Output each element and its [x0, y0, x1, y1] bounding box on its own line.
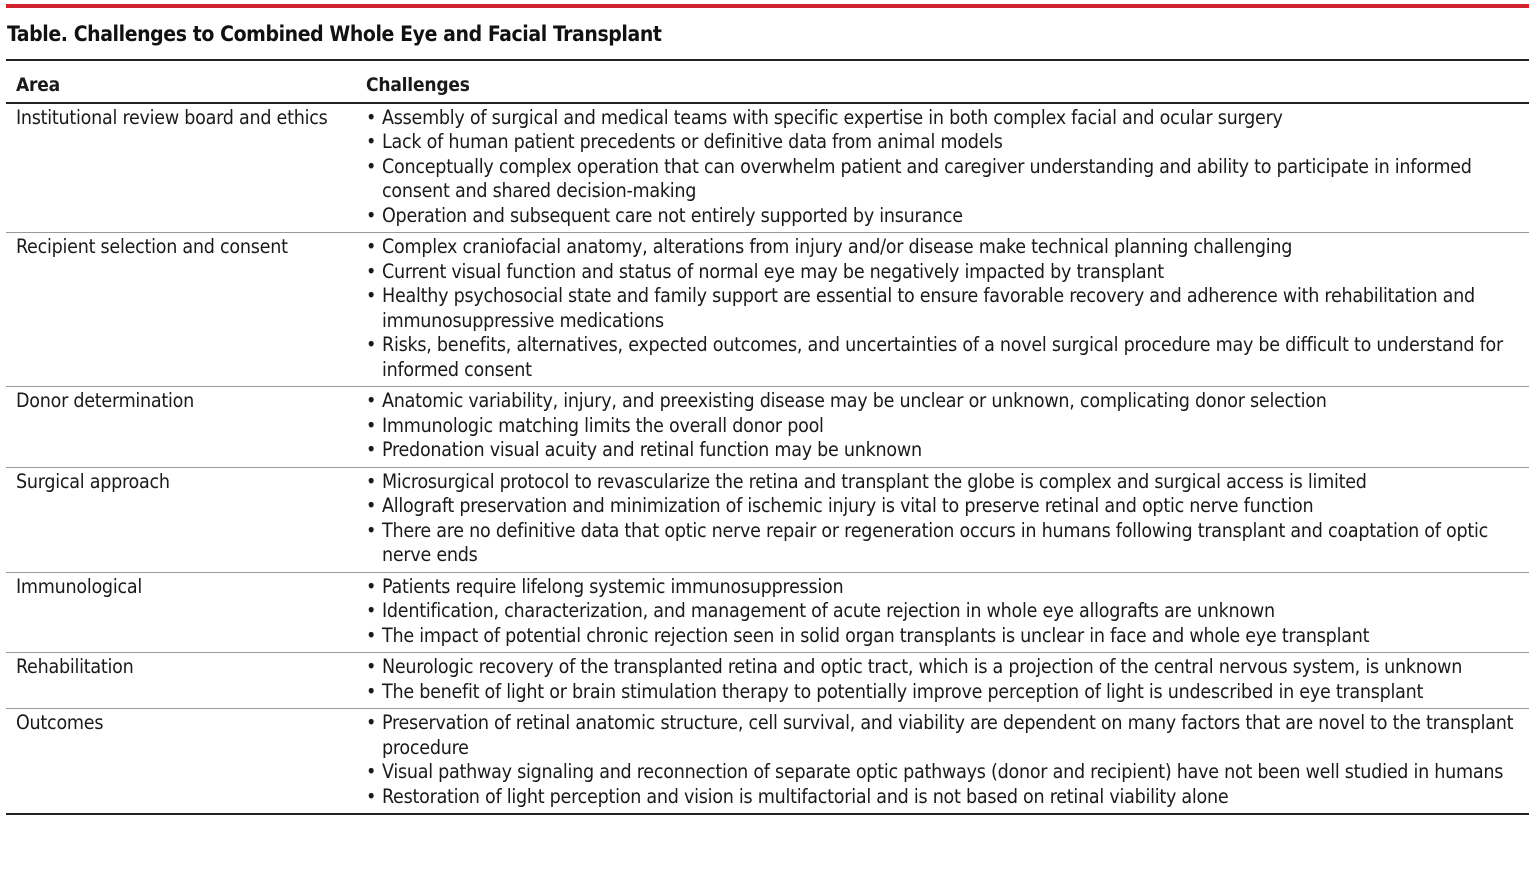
challenge-item: • Restoration of light perception and vision is multifactorial and is not based on retinal viability alone	[366, 785, 1529, 810]
area-cell: Outcomes	[16, 711, 104, 734]
area-cell: Immunological	[16, 574, 142, 598]
challenge-item: • Healthy psychosocial state and family support are essential to ensure favorable recovery and adherence with rehabilitation and immunosuppressive medications	[366, 284, 1529, 333]
challenge-item: • Risks, benefits, alternatives, expected outcomes, and uncertainties of a novel surgical procedure may be difficult to understand for informed consent	[366, 333, 1529, 382]
accent-bar	[6, 4, 1529, 8]
challenge-list	[366, 711, 1529, 809]
challenge-list	[366, 575, 1529, 649]
challenge-list	[366, 655, 1529, 704]
table-figure	[6, 4, 1529, 815]
challenge-list	[366, 235, 1529, 382]
challenge-list	[366, 389, 1529, 463]
area-cell: Surgical approach	[16, 469, 170, 493]
challenge-list	[366, 106, 1529, 229]
challenge-item: • There are no definitive data that optic nerve repair or regeneration occurs in humans following transplant and coaptation of optic nerve ends	[366, 519, 1529, 568]
table-row	[6, 103, 1529, 233]
table-row	[6, 467, 1529, 572]
challenge-item: • Complex craniofacial anatomy, alterations from injury and/or disease make technical planning challenging	[366, 235, 1529, 260]
challenge-item: • Identification, characterization, and management of acute rejection in whole eye allografts are unknown	[366, 599, 1529, 624]
challenge-item: • Assembly of surgical and medical teams with specific expertise in both complex facial and ocular surgery	[366, 106, 1529, 131]
challenge-item: • Visual pathway signaling and reconnection of separate optic pathways (donor and recipient) have not been well studied in humans	[366, 760, 1529, 785]
challenge-item: • Current visual function and status of normal eye may be negatively impacted by transplant	[366, 260, 1529, 285]
challenge-item: • The impact of potential chronic rejection seen in solid organ transplants is unclear in face and whole eye transplant	[366, 624, 1529, 649]
challenge-list	[366, 470, 1529, 568]
challenge-item: • Immunologic matching limits the overall donor pool	[366, 414, 1529, 439]
challenge-item: • Microsurgical protocol to revascularize the retina and transplant the globe is complex and surgical access is limited	[366, 470, 1529, 495]
challenge-item: • Allograft preservation and minimization of ischemic injury is vital to preserve retinal and optic nerve function	[366, 494, 1529, 519]
table-row	[6, 233, 1529, 387]
challenge-item: • Lack of human patient precedents or definitive data from animal models	[366, 130, 1529, 155]
challenges-cell	[366, 103, 1529, 233]
header-challenges: Challenges	[366, 61, 1529, 103]
challenge-item: • Preservation of retinal anatomic structure, cell survival, and viability are dependent on many factors that are novel to the transplant procedure	[366, 711, 1529, 760]
challenges-cell	[366, 572, 1529, 653]
challenges-cell	[366, 233, 1529, 387]
table-row	[6, 653, 1529, 709]
challenges-cell	[366, 653, 1529, 709]
area-cell: Donor determination	[16, 389, 195, 412]
table-title: Table. Challenges to Combined Whole Eye and Facial Transplant	[7, 22, 662, 46]
challenges-cell	[366, 467, 1529, 572]
challenge-item: • Neurologic recovery of the transplanted retina and optic tract, which is a projection of the central nervous system, is unknown	[366, 655, 1529, 680]
challenge-item: • Anatomic variability, injury, and preexisting disease may be unclear or unknown, complicating donor selection	[366, 389, 1529, 414]
challenge-item: • Conceptually complex operation that can overwhelm patient and caregiver understanding and ability to participate in informed consent and shared decision-making	[366, 155, 1529, 204]
challenge-item: • The benefit of light or brain stimulation therapy to potentially improve perception of light is undescribed in eye transplant	[366, 680, 1529, 705]
challenges-table	[6, 61, 1529, 815]
challenge-item: • Predonation visual acuity and retinal function may be unknown	[366, 438, 1529, 463]
challenges-cell	[366, 387, 1529, 468]
area-cell: Recipient selection and consent	[16, 235, 288, 258]
challenge-item: • Patients require lifelong systemic immunosuppression	[366, 575, 1529, 600]
area-cell: Rehabilitation	[16, 655, 134, 678]
header-area: Area	[6, 61, 366, 103]
header-row	[6, 61, 1529, 103]
table-body	[6, 103, 1529, 815]
table-row	[6, 709, 1529, 815]
challenges-cell	[366, 709, 1529, 815]
challenge-item: • Operation and subsequent care not entirely supported by insurance	[366, 204, 1529, 229]
table-row	[6, 572, 1529, 653]
area-cell: Institutional review board and ethics	[16, 105, 328, 129]
table-row	[6, 387, 1529, 468]
